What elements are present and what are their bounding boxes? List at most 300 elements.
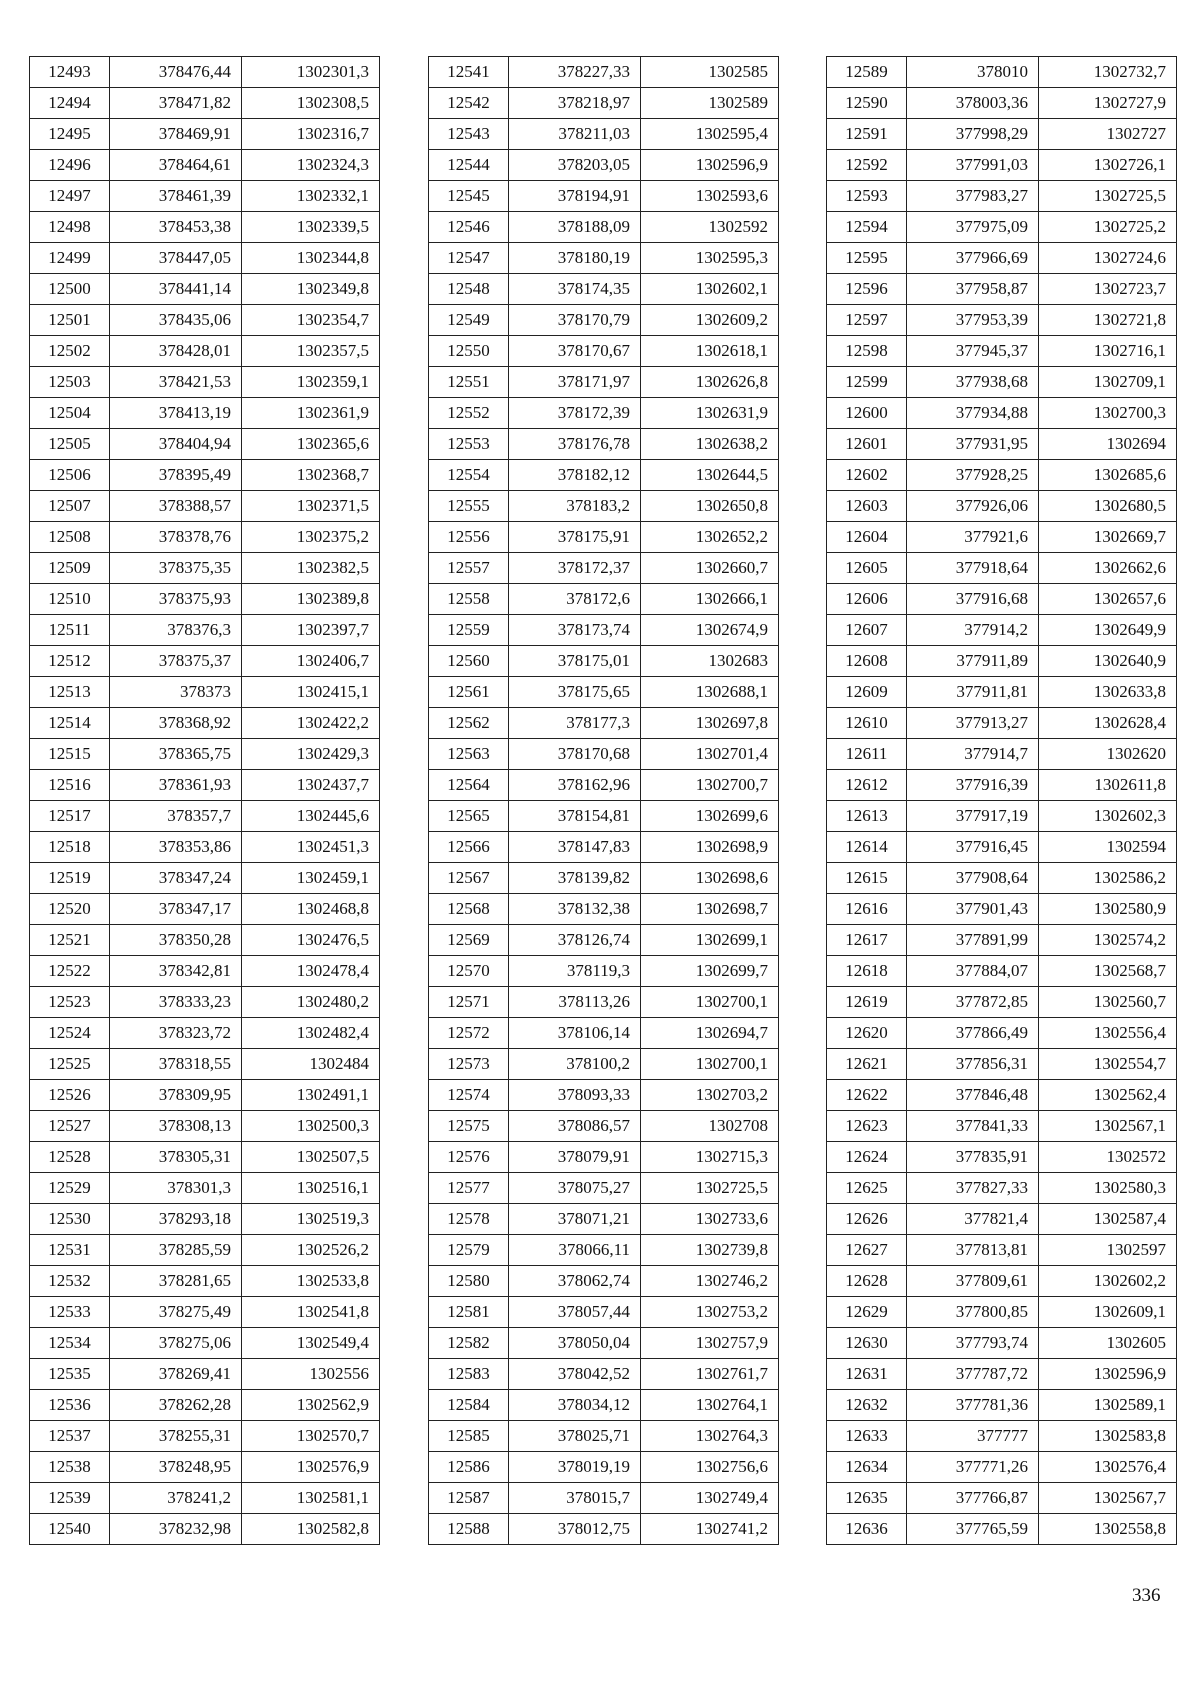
x-coordinate-cell: 378139,82 (509, 863, 641, 894)
point-number-cell: 12577 (429, 1173, 509, 1204)
y-coordinate-cell: 1302422,2 (242, 708, 380, 739)
point-number-cell: 12512 (30, 646, 110, 677)
y-coordinate-cell: 1302568,7 (1039, 956, 1177, 987)
table-row (429, 491, 779, 522)
point-number-cell: 12494 (30, 88, 110, 119)
y-coordinate-cell: 1302700,1 (641, 987, 779, 1018)
x-coordinate-cell: 378347,24 (110, 863, 242, 894)
y-coordinate-cell: 1302694 (1039, 429, 1177, 460)
table-row (429, 460, 779, 491)
y-coordinate-cell: 1302574,2 (1039, 925, 1177, 956)
table-row (429, 987, 779, 1018)
point-number-cell: 12593 (827, 181, 907, 212)
point-number-cell: 12526 (30, 1080, 110, 1111)
point-number-cell: 12611 (827, 739, 907, 770)
table-row (429, 1266, 779, 1297)
point-number-cell: 12586 (429, 1452, 509, 1483)
table-row (827, 801, 1177, 832)
table-row (429, 57, 779, 88)
table-row (827, 181, 1177, 212)
y-coordinate-cell: 1302746,2 (641, 1266, 779, 1297)
x-coordinate-cell: 378453,38 (110, 212, 242, 243)
x-coordinate-cell: 378194,91 (509, 181, 641, 212)
x-coordinate-cell: 378173,74 (509, 615, 641, 646)
y-coordinate-cell: 1302592 (641, 212, 779, 243)
y-coordinate-cell: 1302698,7 (641, 894, 779, 925)
y-coordinate-cell: 1302556 (242, 1359, 380, 1390)
page-number: 336 (1132, 1585, 1161, 1606)
x-coordinate-cell: 378375,37 (110, 646, 242, 677)
x-coordinate-cell: 378461,39 (110, 181, 242, 212)
y-coordinate-cell: 1302716,1 (1039, 336, 1177, 367)
y-coordinate-cell: 1302626,8 (641, 367, 779, 398)
y-coordinate-cell: 1302761,7 (641, 1359, 779, 1390)
x-coordinate-cell: 378378,76 (110, 522, 242, 553)
point-number-cell: 12625 (827, 1173, 907, 1204)
y-coordinate-cell: 1302560,7 (1039, 987, 1177, 1018)
x-coordinate-cell: 378132,38 (509, 894, 641, 925)
point-number-cell: 12557 (429, 553, 509, 584)
x-coordinate-cell: 378025,71 (509, 1421, 641, 1452)
point-number-cell: 12587 (429, 1483, 509, 1514)
y-coordinate-cell: 1302516,1 (242, 1173, 380, 1204)
point-number-cell: 12633 (827, 1421, 907, 1452)
table-row (30, 243, 380, 274)
x-coordinate-cell: 378365,75 (110, 739, 242, 770)
x-coordinate-cell: 377866,49 (907, 1018, 1039, 1049)
table-row (429, 150, 779, 181)
coordinate-table-body (827, 57, 1177, 1545)
y-coordinate-cell: 1302683 (641, 646, 779, 677)
y-coordinate-cell: 1302597 (1039, 1235, 1177, 1266)
table-row (30, 584, 380, 615)
table-row (30, 491, 380, 522)
table-row (30, 801, 380, 832)
x-coordinate-cell: 378255,31 (110, 1421, 242, 1452)
y-coordinate-cell: 1302723,7 (1039, 274, 1177, 305)
point-number-cell: 12516 (30, 770, 110, 801)
point-number-cell: 12624 (827, 1142, 907, 1173)
y-coordinate-cell: 1302595,3 (641, 243, 779, 274)
x-coordinate-cell: 377918,64 (907, 553, 1039, 584)
table-row (827, 553, 1177, 584)
table-row (827, 1421, 1177, 1452)
x-coordinate-cell: 377916,68 (907, 584, 1039, 615)
table-row (30, 181, 380, 212)
table-row (827, 1018, 1177, 1049)
x-coordinate-cell: 378368,92 (110, 708, 242, 739)
x-coordinate-cell: 378476,44 (110, 57, 242, 88)
x-coordinate-cell: 378269,41 (110, 1359, 242, 1390)
table-row (429, 274, 779, 305)
point-number-cell: 12497 (30, 181, 110, 212)
x-coordinate-cell: 378171,97 (509, 367, 641, 398)
y-coordinate-cell: 1302556,4 (1039, 1018, 1177, 1049)
coordinate-table-1 (29, 56, 380, 1545)
x-coordinate-cell: 378395,49 (110, 460, 242, 491)
point-number-cell: 12618 (827, 956, 907, 987)
y-coordinate-cell: 1302638,2 (641, 429, 779, 460)
y-coordinate-cell: 1302429,3 (242, 739, 380, 770)
x-coordinate-cell: 377938,68 (907, 367, 1039, 398)
table-row (30, 336, 380, 367)
y-coordinate-cell: 1302698,6 (641, 863, 779, 894)
table-row (30, 305, 380, 336)
y-coordinate-cell: 1302354,7 (242, 305, 380, 336)
x-coordinate-cell: 378182,12 (509, 460, 641, 491)
point-number-cell: 12598 (827, 336, 907, 367)
y-coordinate-cell: 1302688,1 (641, 677, 779, 708)
table-row (827, 119, 1177, 150)
y-coordinate-cell: 1302593,6 (641, 181, 779, 212)
y-coordinate-cell: 1302698,9 (641, 832, 779, 863)
table-row (30, 987, 380, 1018)
table-row (30, 646, 380, 677)
table-row (429, 708, 779, 739)
table-row (827, 646, 1177, 677)
table-row (827, 925, 1177, 956)
table-row (429, 677, 779, 708)
y-coordinate-cell: 1302308,5 (242, 88, 380, 119)
y-coordinate-cell: 1302694,7 (641, 1018, 779, 1049)
table-row (827, 1111, 1177, 1142)
y-coordinate-cell: 1302596,9 (641, 150, 779, 181)
table-row (827, 367, 1177, 398)
y-coordinate-cell: 1302699,6 (641, 801, 779, 832)
y-coordinate-cell: 1302583,8 (1039, 1421, 1177, 1452)
x-coordinate-cell: 377934,88 (907, 398, 1039, 429)
table-row (429, 1452, 779, 1483)
x-coordinate-cell: 378012,75 (509, 1514, 641, 1545)
table-row (429, 88, 779, 119)
x-coordinate-cell: 378318,55 (110, 1049, 242, 1080)
y-coordinate-cell: 1302371,5 (242, 491, 380, 522)
x-coordinate-cell: 378113,26 (509, 987, 641, 1018)
table-row (30, 57, 380, 88)
x-coordinate-cell: 377953,39 (907, 305, 1039, 336)
point-number-cell: 12594 (827, 212, 907, 243)
point-number-cell: 12590 (827, 88, 907, 119)
point-number-cell: 12514 (30, 708, 110, 739)
point-number-cell: 12554 (429, 460, 509, 491)
y-coordinate-cell: 1302349,8 (242, 274, 380, 305)
point-number-cell: 12496 (30, 150, 110, 181)
y-coordinate-cell: 1302726,1 (1039, 150, 1177, 181)
y-coordinate-cell: 1302764,3 (641, 1421, 779, 1452)
x-coordinate-cell: 377916,45 (907, 832, 1039, 863)
point-number-cell: 12505 (30, 429, 110, 460)
x-coordinate-cell: 378441,14 (110, 274, 242, 305)
point-number-cell: 12596 (827, 274, 907, 305)
point-number-cell: 12513 (30, 677, 110, 708)
table-row (429, 1049, 779, 1080)
point-number-cell: 12566 (429, 832, 509, 863)
point-number-cell: 12601 (827, 429, 907, 460)
y-coordinate-cell: 1302596,9 (1039, 1359, 1177, 1390)
point-number-cell: 12588 (429, 1514, 509, 1545)
x-coordinate-cell: 378176,78 (509, 429, 641, 460)
point-number-cell: 12570 (429, 956, 509, 987)
table-row (30, 1018, 380, 1049)
table-row (429, 1018, 779, 1049)
point-number-cell: 12504 (30, 398, 110, 429)
y-coordinate-cell: 1302368,7 (242, 460, 380, 491)
point-number-cell: 12529 (30, 1173, 110, 1204)
table-row (30, 1266, 380, 1297)
table-row (30, 1452, 380, 1483)
y-coordinate-cell: 1302476,5 (242, 925, 380, 956)
point-number-cell: 12592 (827, 150, 907, 181)
table-row (429, 832, 779, 863)
y-coordinate-cell: 1302660,7 (641, 553, 779, 584)
x-coordinate-cell: 378170,68 (509, 739, 641, 770)
x-coordinate-cell: 378376,3 (110, 615, 242, 646)
point-number-cell: 12559 (429, 615, 509, 646)
point-number-cell: 12634 (827, 1452, 907, 1483)
table-row (429, 1111, 779, 1142)
table-row (429, 770, 779, 801)
point-number-cell: 12517 (30, 801, 110, 832)
coordinate-table-3 (826, 56, 1177, 1545)
point-number-cell: 12545 (429, 181, 509, 212)
y-coordinate-cell: 1302721,8 (1039, 305, 1177, 336)
point-number-cell: 12522 (30, 956, 110, 987)
table-row (429, 1328, 779, 1359)
point-number-cell: 12531 (30, 1235, 110, 1266)
point-number-cell: 12544 (429, 150, 509, 181)
y-coordinate-cell: 1302526,2 (242, 1235, 380, 1266)
y-coordinate-cell: 1302361,9 (242, 398, 380, 429)
y-coordinate-cell: 1302757,9 (641, 1328, 779, 1359)
y-coordinate-cell: 1302662,6 (1039, 553, 1177, 584)
point-number-cell: 12498 (30, 212, 110, 243)
y-coordinate-cell: 1302589,1 (1039, 1390, 1177, 1421)
table-row (30, 150, 380, 181)
point-number-cell: 12576 (429, 1142, 509, 1173)
y-coordinate-cell: 1302576,9 (242, 1452, 380, 1483)
y-coordinate-cell: 1302595,4 (641, 119, 779, 150)
x-coordinate-cell: 378057,44 (509, 1297, 641, 1328)
point-number-cell: 12503 (30, 367, 110, 398)
y-coordinate-cell: 1302697,8 (641, 708, 779, 739)
point-number-cell: 12542 (429, 88, 509, 119)
x-coordinate-cell: 377777 (907, 1421, 1039, 1452)
y-coordinate-cell: 1302724,6 (1039, 243, 1177, 274)
table-row (30, 708, 380, 739)
y-coordinate-cell: 1302332,1 (242, 181, 380, 212)
y-coordinate-cell: 1302700,7 (641, 770, 779, 801)
y-coordinate-cell: 1302558,8 (1039, 1514, 1177, 1545)
y-coordinate-cell: 1302727,9 (1039, 88, 1177, 119)
point-number-cell: 12602 (827, 460, 907, 491)
point-number-cell: 12527 (30, 1111, 110, 1142)
table-row (429, 801, 779, 832)
table-row (827, 739, 1177, 770)
x-coordinate-cell: 378350,28 (110, 925, 242, 956)
x-coordinate-cell: 378281,65 (110, 1266, 242, 1297)
y-coordinate-cell: 1302727 (1039, 119, 1177, 150)
table-row (429, 429, 779, 460)
x-coordinate-cell: 378172,37 (509, 553, 641, 584)
y-coordinate-cell: 1302301,3 (242, 57, 380, 88)
point-number-cell: 12543 (429, 119, 509, 150)
point-number-cell: 12585 (429, 1421, 509, 1452)
point-number-cell: 12603 (827, 491, 907, 522)
x-coordinate-cell: 377921,6 (907, 522, 1039, 553)
point-number-cell: 12583 (429, 1359, 509, 1390)
y-coordinate-cell: 1302389,8 (242, 584, 380, 615)
y-coordinate-cell: 1302554,7 (1039, 1049, 1177, 1080)
point-number-cell: 12636 (827, 1514, 907, 1545)
table-row (827, 491, 1177, 522)
x-coordinate-cell: 378172,39 (509, 398, 641, 429)
point-number-cell: 12567 (429, 863, 509, 894)
point-number-cell: 12610 (827, 708, 907, 739)
table-row (429, 1514, 779, 1545)
y-coordinate-cell: 1302397,7 (242, 615, 380, 646)
y-coordinate-cell: 1302339,5 (242, 212, 380, 243)
point-number-cell: 12578 (429, 1204, 509, 1235)
table-row (30, 1080, 380, 1111)
table-row (827, 1204, 1177, 1235)
y-coordinate-cell: 1302589 (641, 88, 779, 119)
point-number-cell: 12612 (827, 770, 907, 801)
point-number-cell: 12502 (30, 336, 110, 367)
y-coordinate-cell: 1302715,3 (641, 1142, 779, 1173)
table-row (429, 956, 779, 987)
x-coordinate-cell: 378050,04 (509, 1328, 641, 1359)
x-coordinate-cell: 377914,2 (907, 615, 1039, 646)
x-coordinate-cell: 378003,36 (907, 88, 1039, 119)
point-number-cell: 12530 (30, 1204, 110, 1235)
x-coordinate-cell: 377891,99 (907, 925, 1039, 956)
y-coordinate-cell: 1302733,6 (641, 1204, 779, 1235)
y-coordinate-cell: 1302406,7 (242, 646, 380, 677)
x-coordinate-cell: 378232,98 (110, 1514, 242, 1545)
y-coordinate-cell: 1302669,7 (1039, 522, 1177, 553)
y-coordinate-cell: 1302567,7 (1039, 1483, 1177, 1514)
table-row (30, 1514, 380, 1545)
x-coordinate-cell: 377908,64 (907, 863, 1039, 894)
point-number-cell: 12608 (827, 646, 907, 677)
table-row (429, 181, 779, 212)
point-number-cell: 12564 (429, 770, 509, 801)
table-row (827, 150, 1177, 181)
table-row (429, 243, 779, 274)
table-row (827, 212, 1177, 243)
y-coordinate-cell: 1302611,8 (1039, 770, 1177, 801)
x-coordinate-cell: 378375,93 (110, 584, 242, 615)
point-number-cell: 12556 (429, 522, 509, 553)
x-coordinate-cell: 377841,33 (907, 1111, 1039, 1142)
x-coordinate-cell: 377821,4 (907, 1204, 1039, 1235)
table-row (827, 863, 1177, 894)
x-coordinate-cell: 378262,28 (110, 1390, 242, 1421)
point-number-cell: 12533 (30, 1297, 110, 1328)
y-coordinate-cell: 1302570,7 (242, 1421, 380, 1452)
table-row (30, 1142, 380, 1173)
table-row (827, 956, 1177, 987)
table-row (827, 770, 1177, 801)
table-row (827, 987, 1177, 1018)
table-row (429, 1235, 779, 1266)
x-coordinate-cell: 378435,06 (110, 305, 242, 336)
table-row (827, 1049, 1177, 1080)
y-coordinate-cell: 1302587,4 (1039, 1204, 1177, 1235)
point-number-cell: 12515 (30, 739, 110, 770)
table-row (30, 429, 380, 460)
x-coordinate-cell: 378071,21 (509, 1204, 641, 1235)
table-row (30, 677, 380, 708)
x-coordinate-cell: 377913,27 (907, 708, 1039, 739)
point-number-cell: 12632 (827, 1390, 907, 1421)
table-row (30, 460, 380, 491)
table-row (827, 708, 1177, 739)
point-number-cell: 12591 (827, 119, 907, 150)
x-coordinate-cell: 378203,05 (509, 150, 641, 181)
table-row (827, 1142, 1177, 1173)
x-coordinate-cell: 377966,69 (907, 243, 1039, 274)
coordinate-table-body (30, 57, 380, 1545)
point-number-cell: 12599 (827, 367, 907, 398)
point-number-cell: 12499 (30, 243, 110, 274)
y-coordinate-cell: 1302618,1 (641, 336, 779, 367)
x-coordinate-cell: 378180,19 (509, 243, 641, 274)
y-coordinate-cell: 1302572 (1039, 1142, 1177, 1173)
table-row (827, 243, 1177, 274)
x-coordinate-cell: 377926,06 (907, 491, 1039, 522)
point-number-cell: 12614 (827, 832, 907, 863)
y-coordinate-cell: 1302468,8 (242, 894, 380, 925)
x-coordinate-cell: 377793,74 (907, 1328, 1039, 1359)
x-coordinate-cell: 378062,74 (509, 1266, 641, 1297)
table-row (30, 925, 380, 956)
table-row (429, 1421, 779, 1452)
point-number-cell: 12635 (827, 1483, 907, 1514)
y-coordinate-cell: 1302628,4 (1039, 708, 1177, 739)
x-coordinate-cell: 378275,06 (110, 1328, 242, 1359)
x-coordinate-cell: 378428,01 (110, 336, 242, 367)
y-coordinate-cell: 1302580,3 (1039, 1173, 1177, 1204)
y-coordinate-cell: 1302581,1 (242, 1483, 380, 1514)
x-coordinate-cell: 378075,27 (509, 1173, 641, 1204)
point-number-cell: 12568 (429, 894, 509, 925)
point-number-cell: 12547 (429, 243, 509, 274)
table-row (429, 522, 779, 553)
y-coordinate-cell: 1302602,2 (1039, 1266, 1177, 1297)
x-coordinate-cell: 377856,31 (907, 1049, 1039, 1080)
table-row (429, 1080, 779, 1111)
coordinate-table-body (429, 57, 779, 1545)
point-number-cell: 12580 (429, 1266, 509, 1297)
table-row (30, 88, 380, 119)
x-coordinate-cell: 377931,95 (907, 429, 1039, 460)
point-number-cell: 12604 (827, 522, 907, 553)
point-number-cell: 12615 (827, 863, 907, 894)
y-coordinate-cell: 1302519,3 (242, 1204, 380, 1235)
y-coordinate-cell: 1302631,9 (641, 398, 779, 429)
x-coordinate-cell: 378119,3 (509, 956, 641, 987)
y-coordinate-cell: 1302700,1 (641, 1049, 779, 1080)
x-coordinate-cell: 377945,37 (907, 336, 1039, 367)
x-coordinate-cell: 377800,85 (907, 1297, 1039, 1328)
point-number-cell: 12506 (30, 460, 110, 491)
point-number-cell: 12595 (827, 243, 907, 274)
table-row (827, 460, 1177, 491)
y-coordinate-cell: 1302708 (641, 1111, 779, 1142)
y-coordinate-cell: 1302324,3 (242, 150, 380, 181)
point-number-cell: 12495 (30, 119, 110, 150)
